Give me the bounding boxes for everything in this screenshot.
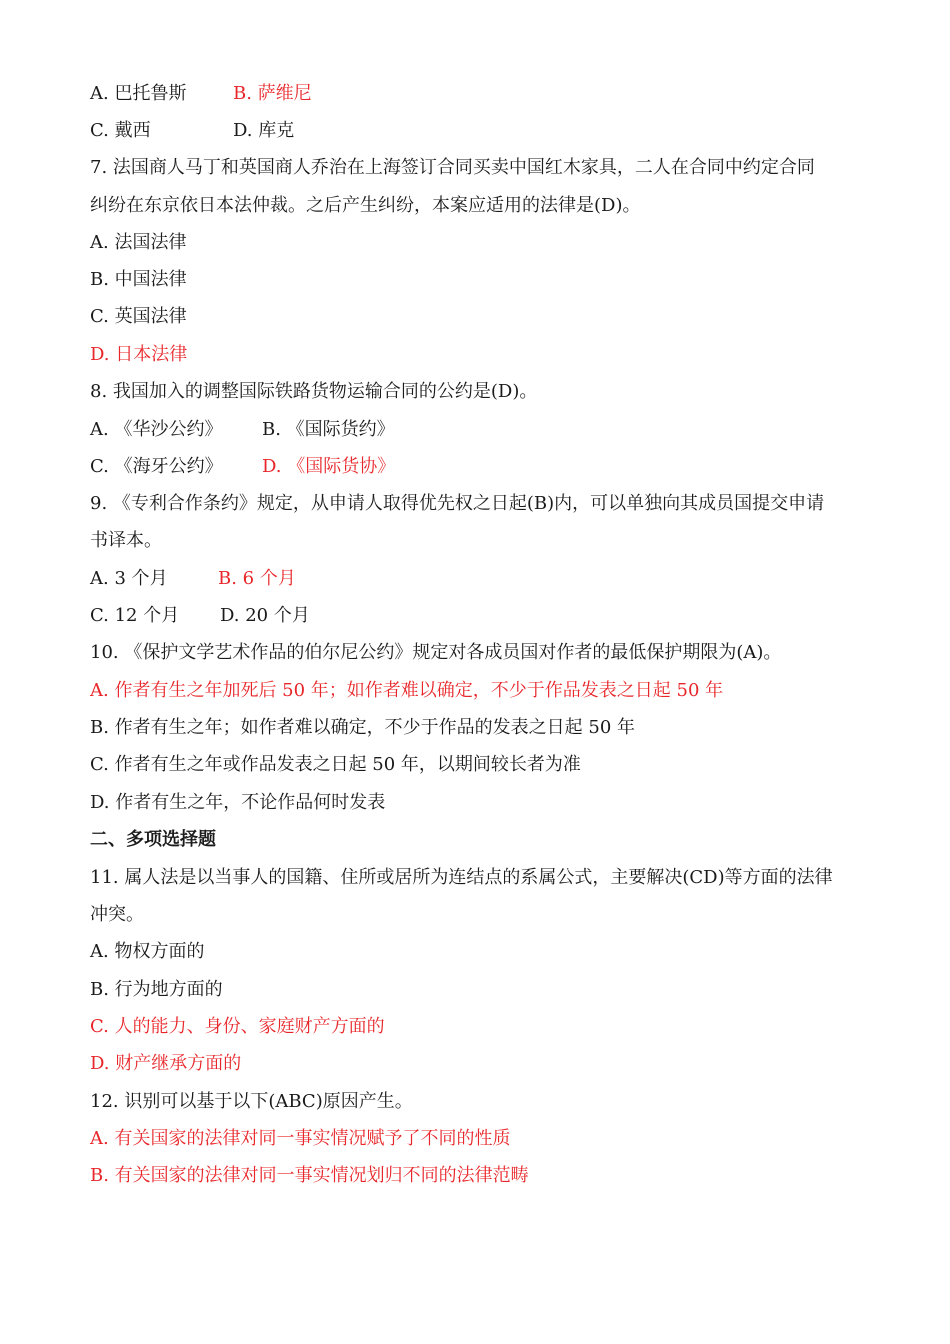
section-heading-multiple-choice: 二、多项选择题 <box>90 829 216 850</box>
q12-option-a-answer: A. 有关国家的法律对同一事实情况赋予了不同的性质 <box>90 1128 511 1149</box>
q9-stem-line-1: 9. 《专利合作条约》规定，从申请人取得优先权之日起(B)内，可以单独向其成员国提交申请 <box>90 493 825 514</box>
q7-option-d-answer: D. 日本法律 <box>90 344 188 365</box>
q6-options-row-1 <box>90 81 870 107</box>
q8-option-c: C. 《海牙公约》 <box>90 456 223 477</box>
q6-options-row-2 <box>90 118 870 144</box>
q9-options-row-1 <box>90 566 870 592</box>
q7-option-a: A. 法国法律 <box>90 232 187 253</box>
q9-option-c: C. 12 个月 <box>90 605 180 626</box>
q11-option-c-answer: C. 人的能力、身份、家庭财产方面的 <box>90 1016 385 1037</box>
q8-option-b: B. 《国际货约》 <box>262 419 395 440</box>
q7-stem-line-2: 纠纷在东京依日本法仲裁。之后产生纠纷，本案应适用的法律是(D)。 <box>90 195 641 216</box>
q7-option-b: B. 中国法律 <box>90 269 187 290</box>
q8-option-d-answer: D. 《国际货协》 <box>262 456 396 477</box>
q11-stem-line-1: 11. 属人法是以当事人的国籍、住所或居所为连结点的系属公式，主要解决(CD)等方面的法律 <box>90 867 833 888</box>
q8-options-row-1 <box>90 417 870 443</box>
q8-option-a: A. 《华沙公约》 <box>90 419 223 440</box>
q10-option-b: B. 作者有生之年；如作者难以确定，不少于作品的发表之日起 50 年 <box>90 717 636 738</box>
q6-option-c: C. 戴西 <box>90 120 151 141</box>
q11-option-d-answer: D. 财产继承方面的 <box>90 1053 242 1074</box>
q6-option-a: A. 巴托鲁斯 <box>90 83 187 104</box>
q9-option-a: A. 3 个月 <box>90 568 168 589</box>
q8-options-row-2 <box>90 454 870 480</box>
q9-stem-line-2: 书译本。 <box>90 530 162 551</box>
q9-option-d: D. 20 个月 <box>220 605 310 626</box>
q11-stem-line-2: 冲突。 <box>90 904 144 925</box>
q12-option-b-answer: B. 有关国家的法律对同一事实情况划归不同的法律范畴 <box>90 1165 529 1186</box>
q8-stem: 8. 我国加入的调整国际铁路货物运输合同的公约是(D)。 <box>90 381 538 402</box>
q6-option-d: D. 库克 <box>233 120 295 141</box>
q10-option-d: D. 作者有生之年，不论作品何时发表 <box>90 792 386 813</box>
q7-option-c: C. 英国法律 <box>90 306 187 327</box>
q11-option-b: B. 行为地方面的 <box>90 979 223 1000</box>
q10-option-c: C. 作者有生之年或作品发表之日起 50 年，以期间较长者为准 <box>90 754 581 775</box>
q12-stem: 12. 识别可以基于以下(ABC)原因产生。 <box>90 1091 413 1112</box>
q11-option-a: A. 物权方面的 <box>90 941 205 962</box>
q10-option-a-answer: A. 作者有生之年加死后 50 年；如作者难以确定，不少于作品发表之日起 50 年 <box>90 680 724 701</box>
q6-option-b-answer: B. 萨维尼 <box>233 83 312 104</box>
q7-stem-line-1: 7. 法国商人马丁和英国商人乔治在上海签订合同买卖中国红木家具，二人在合同中约定合同 <box>90 157 815 178</box>
q9-option-b-answer: B. 6 个月 <box>218 568 296 589</box>
q9-options-row-2 <box>90 603 870 629</box>
q10-stem: 10. 《保护文学艺术作品的伯尔尼公约》规定对各成员国对作者的最低保护期限为(A)。 <box>90 642 782 663</box>
